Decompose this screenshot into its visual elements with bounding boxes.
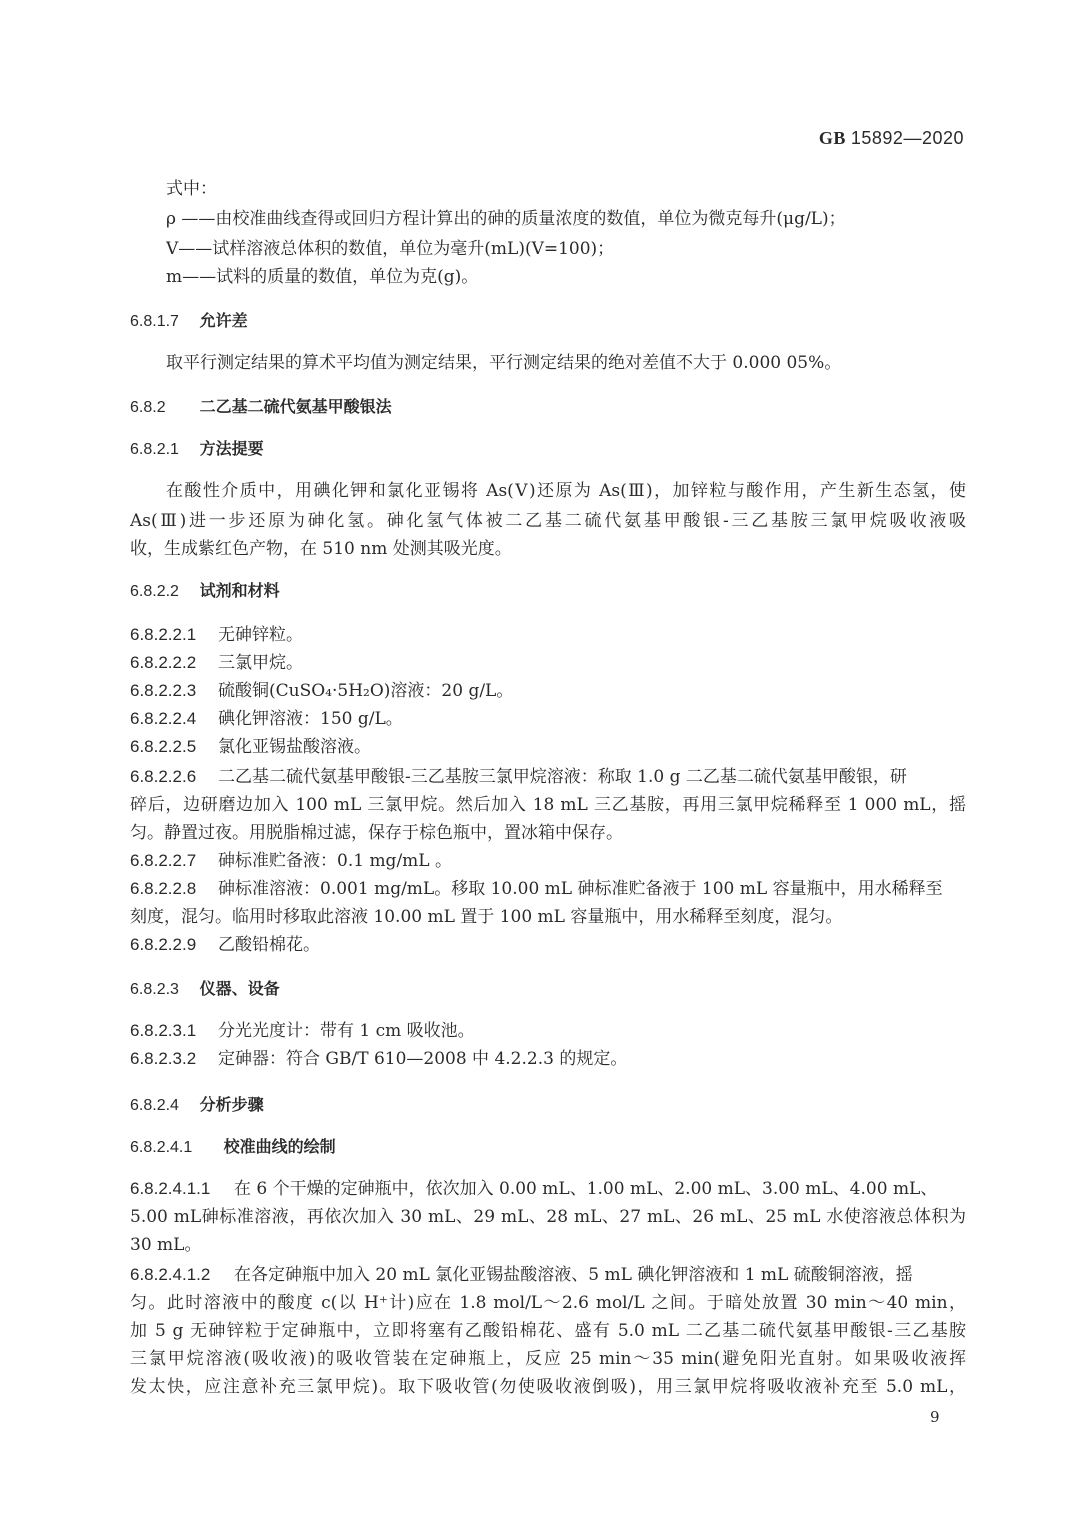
paragraph-line: 收，生成紫红色产物，在 510 nm 处测其吸光度。 [130, 539, 512, 559]
item-number: 6.8.2.2.2 [130, 653, 197, 672]
list-item [130, 934, 966, 956]
section-number: 6.8.1.7 [130, 313, 179, 330]
section-heading [130, 1094, 966, 1117]
item-text: 碘化钾溶液：150 g/L。 [218, 709, 403, 729]
section-number: 6.8.2.4 [130, 1097, 179, 1114]
list-item [130, 680, 966, 702]
standard-header [819, 128, 964, 149]
where-label: 式中： [166, 179, 217, 199]
standard-number: 15892—2020 [850, 128, 964, 148]
section-title: 仪器、设备 [199, 979, 280, 998]
item-number: 6.8.2.3.1 [130, 1021, 197, 1040]
variable-rho-def: ρ ——由校准曲线查得或回归方程计算出的砷的质量浓度的数值，单位为微克每升(μg/L)； [166, 209, 846, 229]
list-item [130, 766, 966, 788]
list-item [130, 652, 966, 674]
item-number: 6.8.2.2.3 [130, 681, 197, 700]
paragraph-line: As(Ⅲ)进一步还原为砷化氢。砷化氢气体被二乙基二硫代氨基甲酸银-三乙基胺三氯甲烷吸收液吸 [130, 511, 966, 531]
list-item [130, 878, 966, 900]
item-number: 6.8.2.4.1.2 [130, 1265, 211, 1284]
section-title: 校准曲线的绘制 [223, 1137, 336, 1156]
section-heading [130, 580, 966, 603]
list-item [130, 1178, 966, 1200]
section-number: 6.8.2.2 [130, 583, 179, 600]
section-number: 6.8.2.1 [130, 441, 179, 458]
paragraph-line: 加 5 g 无砷锌粒于定砷瓶中，立即将塞有乙酸铅棉花、盛有 5.0 mL 二乙基二硫代氨基甲酸银-三乙基胺 [130, 1321, 966, 1341]
item-text: 硫酸铜(CuSO₄·5H₂O)溶液：20 g/L。 [218, 681, 514, 701]
item-text: 砷标准溶液：0.001 mg/mL。移取 10.00 mL 砷标准贮备液于 100 mL 容量瓶中，用水稀释至 [218, 879, 943, 899]
section-title: 试剂和材料 [199, 581, 280, 600]
item-text: 氯化亚锡盐酸溶液。 [218, 737, 371, 757]
section-title: 分析步骤 [199, 1095, 264, 1114]
variable-v-def: V——试样溶液总体积的数值，单位为毫升(mL)(V=100)； [166, 239, 615, 259]
paragraph-line: 刻度，混匀。临用时移取此溶液 10.00 mL 置于 100 mL 容量瓶中，用水稀释至刻度，混匀。 [130, 907, 843, 927]
list-item [130, 1048, 966, 1070]
item-text: 在各定砷瓶中加入 20 mL 氯化亚锡盐酸溶液、5 mL 碘化钾溶液和 1 mL 硫酸铜溶液，摇 [234, 1265, 913, 1285]
section-number: 6.8.2.4.1 [130, 1139, 193, 1156]
paragraph-line: 匀。此时溶液中的酸度 c(以 H⁺计)应在 1.8 mol/L～2.6 mol/L 之间。于暗处放置 30 min～40 min， [130, 1293, 966, 1313]
item-number: 6.8.2.4.1.1 [130, 1179, 211, 1198]
item-number: 6.8.2.2.4 [130, 709, 197, 728]
paragraph-line: 发太快，应注意补充三氯甲烷)。取下吸收管(勿使吸收液倒吸)，用三氯甲烷将吸收液补充至 5.0 mL， [130, 1377, 966, 1397]
section-heading [130, 396, 966, 419]
item-number: 6.8.2.2.8 [130, 879, 197, 898]
item-text: 三氯甲烷。 [218, 653, 303, 673]
item-number: 6.8.2.2.1 [130, 625, 197, 644]
item-text: 砷标准贮备液：0.1 mg/mL 。 [218, 851, 452, 871]
section-heading [130, 978, 966, 1001]
section-title: 允许差 [199, 311, 248, 330]
item-text: 二乙基二硫代氨基甲酸银-三乙基胺三氯甲烷溶液：称取 1.0 g 二乙基二硫代氨基甲酸银，研 [218, 767, 907, 787]
paragraph-line: 匀。静置过夜。用脱脂棉过滤，保存于棕色瓶中，置冰箱中保存。 [130, 823, 623, 843]
item-text: 乙酸铅棉花。 [218, 935, 320, 955]
item-text: 在 6 个干燥的定砷瓶中，依次加入 0.00 mL、1.00 mL、2.00 mL、3.00 mL、4.00 mL、 [234, 1179, 938, 1199]
paragraph-line: 取平行测定结果的算术平均值为测定结果，平行测定结果的绝对差值不大于 0.000 05%。 [166, 353, 842, 373]
item-number: 6.8.2.2.9 [130, 935, 197, 954]
item-text: 定砷器：符合 GB/T 610—2008 中 4.2.2.3 的规定。 [218, 1049, 628, 1069]
item-number: 6.8.2.2.7 [130, 851, 197, 870]
section-title: 二乙基二硫代氨基甲酸银法 [199, 397, 392, 416]
list-item [130, 736, 966, 758]
paragraph-line: 三氯甲烷溶液(吸收液)的吸收管装在定砷瓶上，反应 25 min～35 min(避免阳光直射。如果吸收液挥 [130, 1349, 966, 1369]
item-number: 6.8.2.3.2 [130, 1049, 197, 1068]
list-item [130, 1020, 966, 1042]
standard-code: GB [818, 128, 846, 148]
item-text: 无砷锌粒。 [218, 625, 303, 645]
paragraph-line: 在酸性介质中，用碘化钾和氯化亚锡将 As(Ⅴ)还原为 As(Ⅲ)，加锌粒与酸作用，产生新生态氢，使 [166, 481, 966, 501]
section-heading [130, 1136, 966, 1159]
paragraph-line: 5.00 mL砷标准溶液，再依次加入 30 mL、29 mL、28 mL、27 mL、26 mL、25 mL 水使溶液总体积为 [130, 1207, 966, 1227]
paragraph-line: 碎后，边研磨边加入 100 mL 三氯甲烷。然后加入 18 mL 三乙基胺，再用三氯甲烷稀释至 1 000 mL，摇 [130, 795, 966, 815]
item-number: 6.8.2.2.5 [130, 737, 197, 756]
section-number: 6.8.2.3 [130, 981, 179, 998]
section-heading [130, 438, 966, 461]
section-title: 方法提要 [199, 439, 264, 458]
list-item [130, 850, 966, 872]
section-heading [130, 310, 966, 333]
paragraph-line: 30 mL。 [130, 1235, 202, 1255]
page-number: 9 [930, 1408, 940, 1426]
item-number: 6.8.2.2.6 [130, 767, 197, 786]
variable-m-def: m——试料的质量的数值，单位为克(g)。 [166, 267, 479, 287]
item-text: 分光光度计：带有 1 cm 吸收池。 [218, 1021, 475, 1041]
list-item [130, 708, 966, 730]
list-item [130, 1264, 966, 1286]
section-number: 6.8.2 [130, 399, 166, 416]
list-item [130, 624, 966, 646]
